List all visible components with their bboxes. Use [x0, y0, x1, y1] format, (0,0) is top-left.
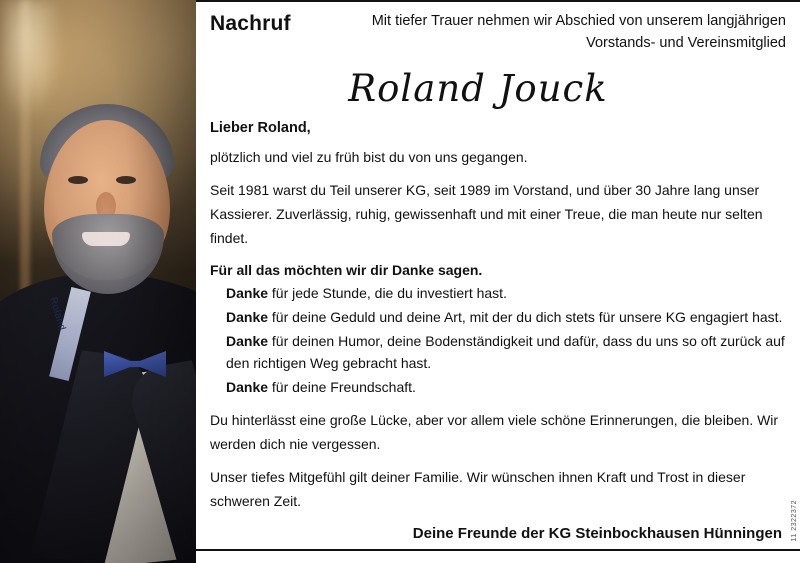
photo-vignette: [0, 0, 196, 563]
list-item: [226, 330, 786, 375]
bottom-divider: [196, 549, 800, 551]
list-item: [226, 376, 786, 399]
thanks-text: für deine Freundschaft.: [268, 378, 416, 395]
thanks-lead-word: Danke: [226, 378, 269, 395]
thanks-list: [210, 282, 786, 398]
signature-line: Deine Freunde der KG Steinbockhausen Hünningen: [412, 524, 782, 542]
thanks-lead-word: Danke: [226, 285, 269, 302]
thanks-lead-word: Danke: [226, 332, 269, 349]
notice-body: [196, 0, 800, 563]
paragraph-2: Seit 1981 warst du Teil unserer KG, seit 1989 im Vorstand, und über 30 Jahre lang unser Kassierer. Zuverlässig, ruhig, gewissenhaft und mit einer Treue, die man heute nur selten findet.: [210, 182, 763, 247]
top-divider: [196, 0, 800, 2]
reference-code: 11 2322372: [791, 499, 798, 541]
thanks-text: für deinen Humor, deine Bodenständigkeit und dafür, dass du uns so oft zurück auf den richtigen Weg gebracht hast.: [226, 332, 785, 372]
salutation: Lieber Roland,: [210, 119, 311, 136]
notice-header: [210, 10, 786, 55]
thanks-lead-word: Danke: [226, 308, 269, 325]
notice-kicker: Nachruf: [210, 12, 291, 35]
portrait-photo: [0, 0, 196, 563]
thanks-heading: Für all das möchten wir dir Danke sagen.: [210, 262, 483, 279]
paragraph-1: plötzlich und viel zu früh bist du von uns gegangen.: [210, 148, 528, 165]
list-item: [226, 306, 786, 329]
notice-lead-text: Mit tiefer Trauer nehmen wir Abschied von unserem langjährigen Vorstands- und Vereinsmitglied: [371, 13, 786, 52]
notice-content: [210, 10, 786, 542]
list-item: [226, 282, 786, 305]
thanks-text: für deine Geduld und deine Art, mit der du dich stets für unsere KG engagiert hast.: [268, 308, 783, 325]
paragraph-3: Du hinterlässt eine große Lücke, aber vor allem viele schöne Erinnerungen, die bleiben. Wir werden dich nie vergessen.: [210, 411, 779, 452]
thanks-text: für jede Stunde, die du investiert hast.: [268, 285, 507, 302]
paragraph-4: Unser tiefes Mitgefühl gilt deiner Familie. Wir wünschen ihnen Kraft und Trost in dieser schweren Zeit.: [210, 468, 746, 509]
deceased-name: Roland Jouck: [348, 66, 608, 110]
